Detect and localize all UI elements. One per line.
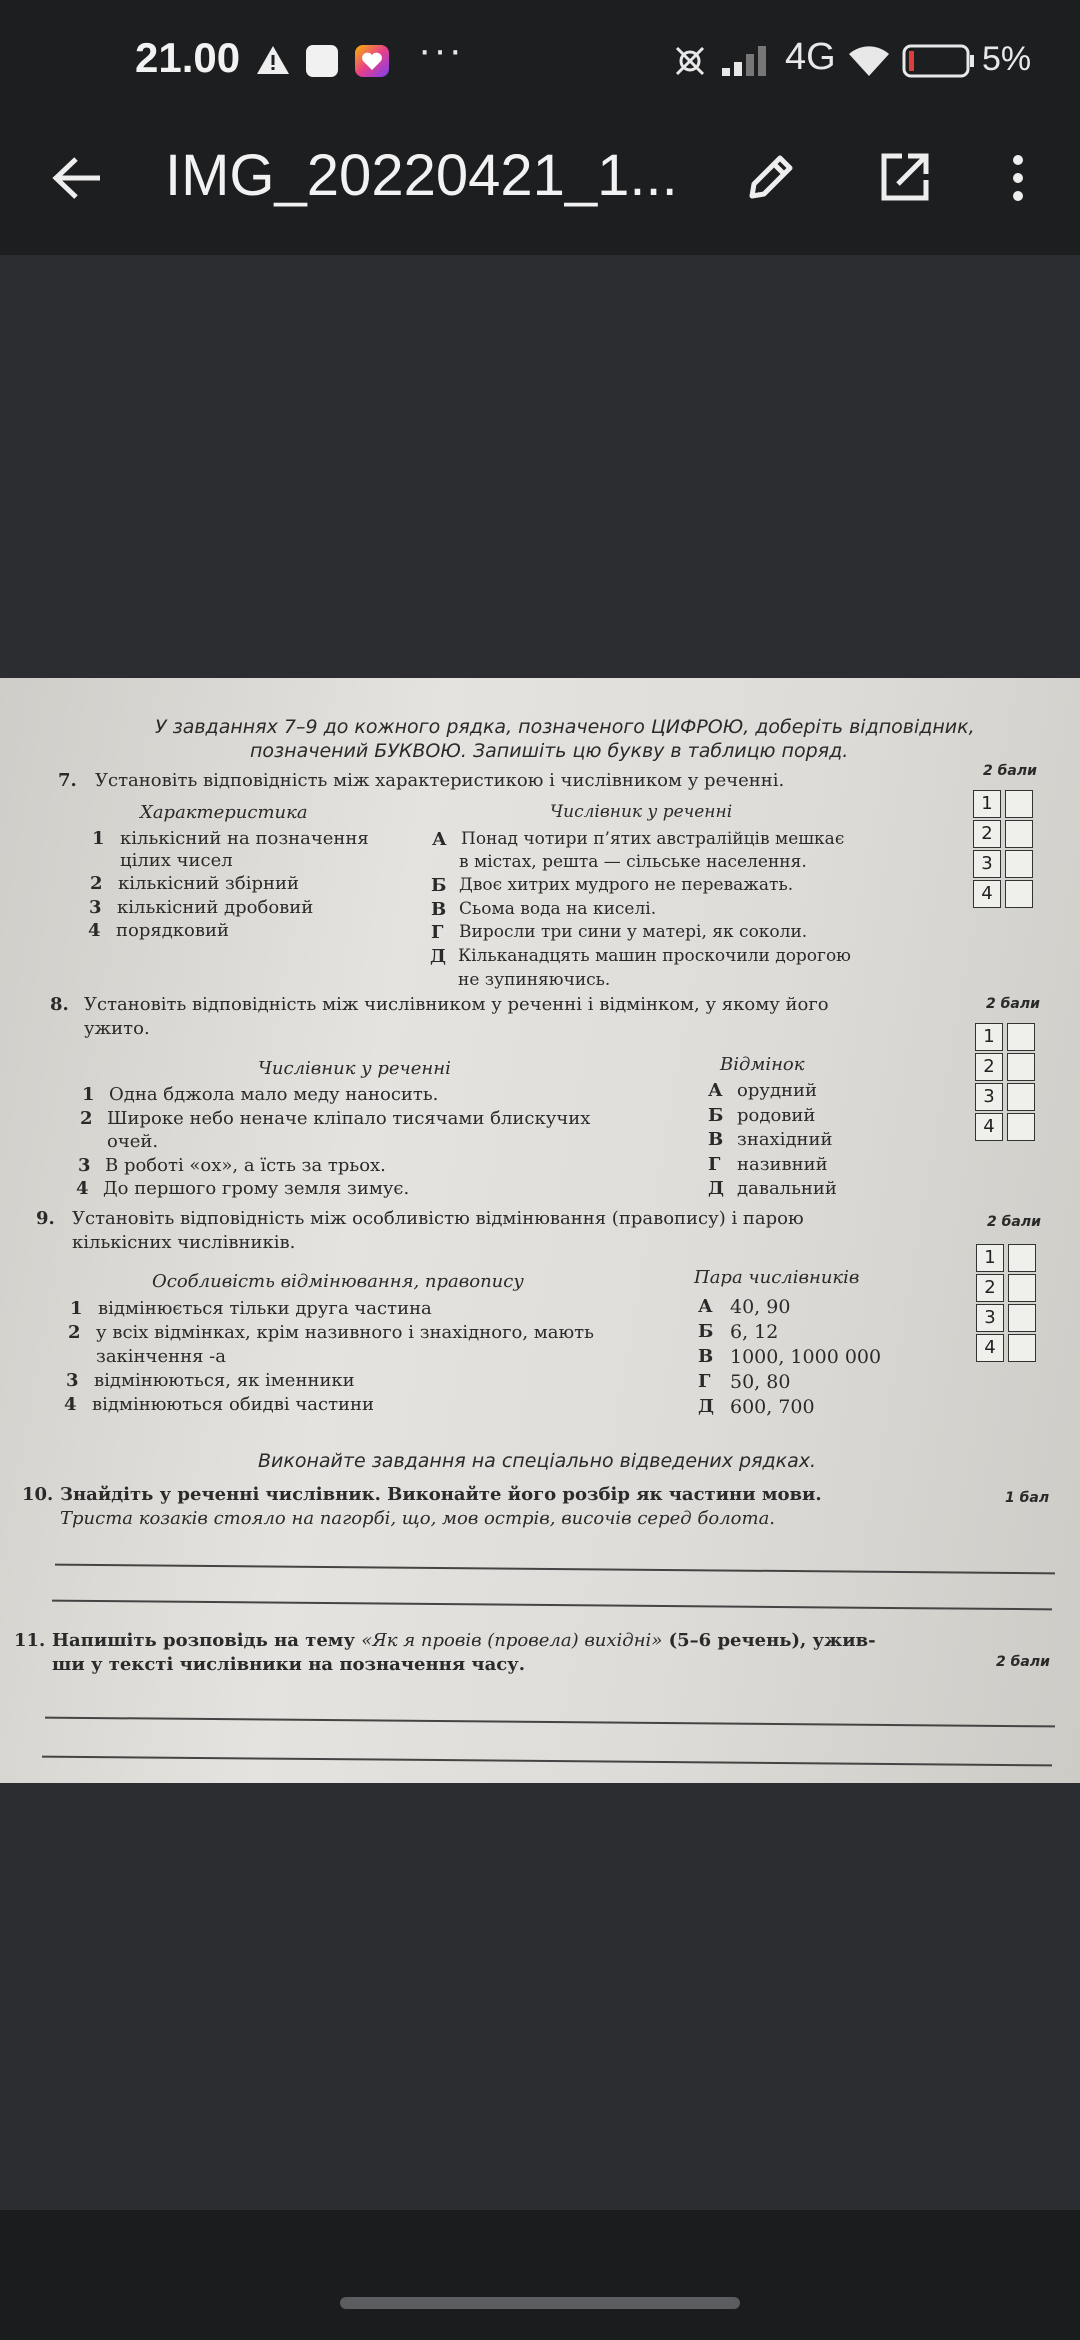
home-gesture-handle[interactable] [340, 2297, 740, 2309]
q8-answer-cell-1[interactable] [1007, 1023, 1035, 1051]
answer-line[interactable] [52, 1600, 1052, 1610]
q9-left-heading: Особливість відмінювання, правопису [152, 1271, 524, 1292]
q7-number: 7. [58, 770, 77, 791]
q7-answer-cell-2[interactable] [1005, 820, 1033, 848]
warning-icon [255, 44, 291, 76]
app-notification-icon [305, 44, 339, 78]
q9-points: 2 бали [987, 1214, 1041, 1230]
worksheet-photo[interactable]: У завданнях 7–9 до кожного рядка, позначеного ЦИФРОЮ, доберіть відповідник, позначений БУКВОЮ. Запишіть цю букву в таблицю поряд. 7. Установіть відповідність між характеристикою і числівником у реченні. 2 бали Характеристика Числівник у реченні 1 кількісний на позначення цілих чисел 2 кількісний збірний 3 кількісний дробовий 4 порядковий А Понад чотири п’ятих австралійців мешкає в містах, решта — сільське населення. Б Двоє хитрих мудрого не переважать. В Сьома вода на киселі. Г Виросли три сини у матері, як соколи. Д Кільканадцять машин проскочили дорогою не зупиняючись. 1 2 3 4 8. Установіть відповідність між числівником у реченні і відмінком, у якому його ужито. 2 бали Числівник у реченні Відмінок 1 Одна бджола мало меду наносить. 2 Широке небо неначе кліпало тисячами блискучих очей. 3 В роботі «ох», а їсть за трьох. 4 До першого грому земля зимує. А орудний Б родовий В знахідний Г називний Д давальний 1 2 3 4 9. Установіть відповідність між особливістю відмінювання (правопису) і парою кількісних числівників. 2 бали Особливість відмінювання, правопису Пара числівників 1 відмінюється тільки друга частина 2 у всіх відмінках, крім називного і знахідного, мають закінчення -а 3 відмінюються, як іменники 4 відмінюються обидві частини А 40, 90 Б 6, 12 В 1000, 1000 000 Г 50, 80 Д 600, 700 1 2 3 4 Виконайте завдання на спеціально відведених рядках. 10. Знайдіть у реченні числівник. Виконайте його розбір як частини мови. 1 бал Триста козаків стояло на пагорбі, що, мов острів, височів серед болота. 11. Напишіть розповідь на тему «Як я провів (провела) вихідні» (5–6 речень), ужив- ши у тексті числівники на позначення часу. 2 бали [0, 678, 1080, 1783]
q8-left-heading: Числівник у реченні [258, 1058, 451, 1079]
image-title: IMG_20220421_1... [165, 143, 678, 208]
signal-icon [720, 44, 774, 78]
q10-text: Знайдіть у реченні числівник. Виконайте його розбір як частини мови. [60, 1484, 822, 1505]
q10-points: 1 бал [1005, 1490, 1050, 1506]
q9-right-heading: Пара числівників [694, 1267, 860, 1288]
network-type: 4G [785, 36, 836, 78]
q7-right-heading: Числівник у реченні [550, 802, 733, 822]
q8-text-1: Установіть відповідність між числівником у реченні і відмінком, у якому його [84, 994, 829, 1015]
q9-answer-cell-3[interactable] [1008, 1304, 1036, 1332]
clock: 21.00 [135, 34, 241, 81]
q8-right-heading: Відмінок [720, 1054, 805, 1075]
q10-number: 10. [22, 1484, 54, 1505]
q7-text: Установіть відповідність між характеристикою і числівником у реченні. [95, 770, 785, 791]
q11-number: 11. [14, 1630, 46, 1651]
answer-line[interactable] [55, 1564, 1055, 1574]
q7-points: 2 бали [983, 763, 1037, 779]
q7-answer-cell-4[interactable] [1005, 880, 1033, 908]
q9-answer-cell-2[interactable] [1008, 1274, 1036, 1302]
q9-text-2: кількісних числівників. [72, 1232, 296, 1253]
q10-sentence: Триста козаків стояло на пагорбі, що, мов острів, височів серед болота. [60, 1508, 776, 1529]
q9-answer-cell-1[interactable] [1008, 1244, 1036, 1272]
answer-line[interactable] [42, 1756, 1052, 1766]
status-bar [0, 0, 1080, 125]
intro-line-2: позначений БУКВОЮ. Запишіть цю букву в таблицю поряд. [250, 740, 849, 762]
q11-points: 2 бали [996, 1654, 1050, 1670]
no-sim-icon [673, 44, 707, 78]
q7-left-heading: Характеристика [140, 802, 308, 823]
q9-answer-cell-4[interactable] [1008, 1334, 1036, 1362]
q8-answer-cell-3[interactable] [1007, 1083, 1035, 1111]
more-notifications: ··· [418, 28, 464, 72]
battery-icon [902, 44, 976, 78]
q11-text-1: Напишіть розповідь на тему «Як я провів (провела) вихідні» (5–6 речень), ужив- [52, 1630, 876, 1651]
open-external-icon[interactable] [876, 150, 932, 206]
more-vert-icon[interactable] [1006, 150, 1030, 206]
back-arrow-icon[interactable] [50, 155, 106, 201]
q7-answer-cell-1[interactable] [1005, 790, 1033, 818]
intro-line-1: У завданнях 7–9 до кожного рядка, позначеного ЦИФРОЮ, доберіть відповідник, [155, 716, 975, 738]
q8-answer-cell-2[interactable] [1007, 1053, 1035, 1081]
answer-line[interactable] [45, 1717, 1055, 1727]
q7-answer-cell-3[interactable] [1005, 850, 1033, 878]
wifi-icon [847, 44, 891, 78]
q8-text-2: ужито. [84, 1018, 150, 1039]
battery-percent: 5% [982, 40, 1032, 78]
q9-number: 9. [36, 1208, 55, 1229]
q11-text-2: ши у тексті числівники на позначення часу. [52, 1654, 525, 1675]
gallery-app-icon [354, 44, 390, 78]
q8-points: 2 бали [986, 996, 1040, 1012]
instruction-line: Виконайте завдання на спеціально відведених рядках. [258, 1450, 817, 1472]
q8-number: 8. [50, 994, 69, 1015]
q9-text-1: Установіть відповідність між особливістю відмінювання (правопису) і парою [72, 1208, 804, 1229]
q8-answer-cell-4[interactable] [1007, 1113, 1035, 1141]
pencil-icon[interactable] [742, 150, 798, 206]
navigation-bar [0, 2210, 1080, 2340]
